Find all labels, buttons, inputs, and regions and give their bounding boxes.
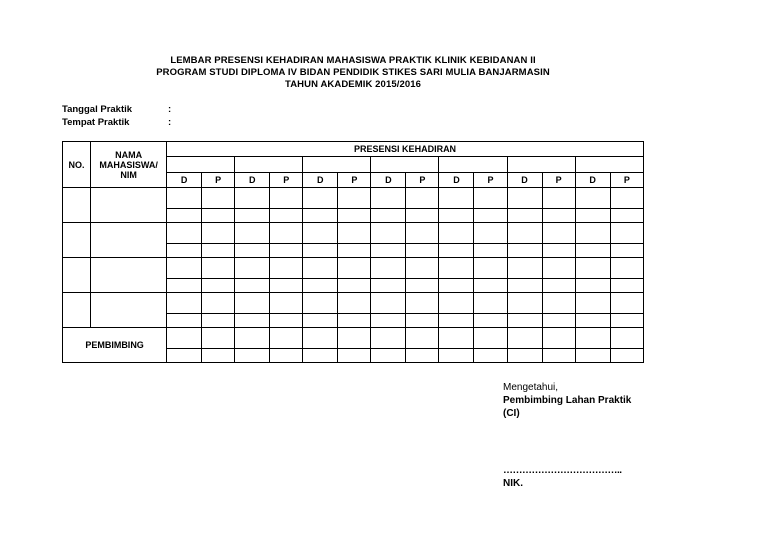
sub-col-header: P	[202, 173, 235, 188]
attendance-cell[interactable]	[303, 349, 338, 363]
attendance-cell[interactable]	[474, 349, 507, 363]
attendance-cell[interactable]	[371, 314, 406, 328]
attendance-cell[interactable]	[507, 209, 542, 223]
attendance-cell[interactable]	[270, 223, 303, 244]
attendance-cell[interactable]	[507, 279, 542, 293]
attendance-cell[interactable]	[575, 314, 610, 328]
attendance-cell[interactable]	[474, 209, 507, 223]
attendance-cell[interactable]	[507, 314, 542, 328]
date-cell[interactable]	[303, 157, 371, 173]
attendance-cell[interactable]	[371, 293, 406, 314]
attendance-cell[interactable]	[270, 314, 303, 328]
student-name-cell[interactable]	[91, 293, 167, 328]
place-label: Tempat Praktik	[62, 117, 130, 128]
attendance-cell[interactable]	[439, 188, 474, 209]
student-row	[63, 188, 644, 209]
sub-col-header: P	[406, 173, 439, 188]
attendance-cell[interactable]	[406, 209, 439, 223]
sub-col-header: D	[371, 173, 406, 188]
practice-info	[62, 103, 171, 129]
attendance-cell[interactable]	[235, 244, 270, 258]
attendance-cell[interactable]	[575, 293, 610, 314]
attendance-cell[interactable]	[167, 209, 202, 223]
sub-col-header: P	[338, 173, 371, 188]
attendance-cell[interactable]	[270, 349, 303, 363]
attendance-cell[interactable]	[167, 223, 202, 244]
attendance-cell[interactable]	[507, 223, 542, 244]
attendance-cell[interactable]	[303, 188, 338, 209]
attendance-cell[interactable]	[202, 293, 235, 314]
attendance-cell[interactable]	[575, 244, 610, 258]
student-no-cell[interactable]	[63, 293, 91, 328]
date-cell[interactable]	[167, 157, 235, 173]
name-header: NAMA MAHASISWA/ NIM	[91, 142, 167, 188]
attendance-cell[interactable]	[610, 293, 643, 314]
attendance-cell[interactable]	[371, 209, 406, 223]
attendance-cell[interactable]	[235, 258, 270, 279]
student-name-cell[interactable]	[91, 188, 167, 223]
student-row	[63, 258, 644, 279]
attendance-cell[interactable]	[202, 244, 235, 258]
attendance-cell[interactable]	[439, 223, 474, 244]
attendance-cell[interactable]	[439, 293, 474, 314]
attendance-cell[interactable]	[235, 349, 270, 363]
no-header: NO.	[63, 142, 91, 188]
attendance-cell[interactable]	[270, 328, 303, 349]
attendance-cell[interactable]	[235, 223, 270, 244]
place-row	[62, 116, 171, 129]
date-cell[interactable]	[371, 157, 439, 173]
student-name-cell[interactable]	[91, 223, 167, 258]
date-cell[interactable]	[575, 157, 643, 173]
attendance-cell[interactable]	[303, 279, 338, 293]
attendance-cell[interactable]	[167, 314, 202, 328]
attendance-cell[interactable]	[338, 258, 371, 279]
attendance-cell[interactable]	[167, 188, 202, 209]
attendance-cell[interactable]	[167, 328, 202, 349]
attendance-cell[interactable]	[270, 258, 303, 279]
sub-col-header: P	[474, 173, 507, 188]
attendance-cell[interactable]	[338, 349, 371, 363]
attendance-cell[interactable]	[542, 223, 575, 244]
attendance-cell[interactable]	[439, 258, 474, 279]
student-no-cell[interactable]	[63, 258, 91, 293]
title-line-2: PROGRAM STUDI DIPLOMA IV BIDAN PENDIDIK STIKES SARI MULIA BANJARMASIN	[156, 67, 550, 78]
sub-col-header: P	[270, 173, 303, 188]
attendance-cell[interactable]	[474, 328, 507, 349]
attendance-cell[interactable]	[338, 188, 371, 209]
attendance-cell[interactable]	[338, 293, 371, 314]
sub-col-header: D	[303, 173, 338, 188]
attendance-cell[interactable]	[406, 328, 439, 349]
attendance-cell[interactable]	[371, 244, 406, 258]
attendance-cell[interactable]	[371, 279, 406, 293]
sub-col-header: D	[575, 173, 610, 188]
date-cell[interactable]	[235, 157, 303, 173]
attendance-cell[interactable]	[610, 244, 643, 258]
attendance-cell[interactable]	[507, 258, 542, 279]
attendance-cell[interactable]	[507, 349, 542, 363]
attendance-header: PRESENSI KEHADIRAN	[167, 142, 644, 157]
attendance-cell[interactable]	[270, 293, 303, 314]
attendance-table	[62, 141, 644, 363]
attendance-cell[interactable]	[542, 279, 575, 293]
attendance-cell[interactable]	[167, 349, 202, 363]
attendance-cell[interactable]	[202, 223, 235, 244]
attendance-cell[interactable]	[167, 293, 202, 314]
attendance-cell[interactable]	[167, 279, 202, 293]
sub-col-header: D	[167, 173, 202, 188]
attendance-cell[interactable]	[610, 223, 643, 244]
sub-col-header: D	[439, 173, 474, 188]
attendance-cell[interactable]	[202, 258, 235, 279]
attendance-cell[interactable]	[406, 293, 439, 314]
sub-col-header: D	[235, 173, 270, 188]
attendance-cell[interactable]	[406, 244, 439, 258]
attendance-cell[interactable]	[202, 349, 235, 363]
attendance-cell[interactable]	[439, 314, 474, 328]
attendance-cell[interactable]	[439, 279, 474, 293]
attendance-cell[interactable]	[406, 279, 439, 293]
attendance-cell[interactable]	[167, 244, 202, 258]
attendance-cell[interactable]	[542, 258, 575, 279]
attendance-cell[interactable]	[371, 328, 406, 349]
supervisor-row	[63, 328, 644, 349]
attendance-cell[interactable]	[371, 258, 406, 279]
attendance-cell[interactable]	[575, 258, 610, 279]
attendance-cell[interactable]	[575, 223, 610, 244]
attendance-cell[interactable]	[371, 223, 406, 244]
attendance-cell[interactable]	[575, 209, 610, 223]
attendance-cell[interactable]	[439, 349, 474, 363]
attendance-cell[interactable]	[270, 244, 303, 258]
attendance-cell[interactable]	[542, 328, 575, 349]
attendance-cell[interactable]	[303, 209, 338, 223]
attendance-cell[interactable]	[406, 314, 439, 328]
attendance-cell[interactable]	[270, 279, 303, 293]
document-title	[62, 55, 644, 91]
attendance-cell[interactable]	[235, 314, 270, 328]
attendance-cell[interactable]	[270, 188, 303, 209]
attendance-cell[interactable]	[406, 258, 439, 279]
attendance-cell[interactable]	[575, 279, 610, 293]
attendance-cell[interactable]	[610, 209, 643, 223]
attendance-cell[interactable]	[303, 328, 338, 349]
attendance-cell[interactable]	[202, 328, 235, 349]
attendance-cell[interactable]	[542, 314, 575, 328]
attendance-cell[interactable]	[338, 328, 371, 349]
attendance-cell[interactable]	[202, 279, 235, 293]
date-row	[62, 103, 171, 116]
attendance-cell[interactable]	[406, 349, 439, 363]
sub-col-header: P	[610, 173, 643, 188]
title-line-3: TAHUN AKADEMIK 2015/2016	[285, 79, 421, 90]
attendance-cell[interactable]	[575, 328, 610, 349]
place-colon: :	[168, 117, 172, 128]
attendance-cell[interactable]	[542, 293, 575, 314]
signature-block	[503, 381, 631, 490]
attendance-cell[interactable]	[474, 244, 507, 258]
attendance-cell[interactable]	[235, 328, 270, 349]
attendance-cell[interactable]	[303, 223, 338, 244]
attendance-cell[interactable]	[474, 258, 507, 279]
nik-label: NIK.	[503, 478, 523, 489]
attendance-cell[interactable]	[371, 188, 406, 209]
attendance-cell[interactable]	[542, 209, 575, 223]
attendance-cell[interactable]	[235, 209, 270, 223]
attendance-cell[interactable]	[507, 244, 542, 258]
signature-line: ………………………………..	[503, 465, 622, 476]
attendance-cell[interactable]	[439, 209, 474, 223]
attendance-cell[interactable]	[167, 258, 202, 279]
attendance-cell[interactable]	[610, 258, 643, 279]
role-line-2: (CI)	[503, 408, 520, 419]
attendance-cell[interactable]	[270, 209, 303, 223]
attendance-cell[interactable]	[474, 223, 507, 244]
attendance-cell[interactable]	[575, 188, 610, 209]
attendance-cell[interactable]	[542, 188, 575, 209]
attendance-cell[interactable]	[610, 328, 643, 349]
student-no-cell[interactable]	[63, 188, 91, 223]
sub-col-header: P	[542, 173, 575, 188]
attendance-cell[interactable]	[610, 349, 643, 363]
attendance-cell[interactable]	[202, 314, 235, 328]
attendance-cell[interactable]	[235, 188, 270, 209]
attendance-cell[interactable]	[507, 328, 542, 349]
attendance-cell[interactable]	[338, 314, 371, 328]
student-no-cell[interactable]	[63, 223, 91, 258]
attendance-cell[interactable]	[202, 209, 235, 223]
attendance-cell[interactable]	[303, 258, 338, 279]
attendance-cell[interactable]	[338, 244, 371, 258]
attendance-cell[interactable]	[406, 188, 439, 209]
date-colon: :	[168, 104, 172, 115]
student-name-cell[interactable]	[91, 258, 167, 293]
attendance-cell[interactable]	[507, 188, 542, 209]
attendance-cell[interactable]	[235, 279, 270, 293]
attendance-cell[interactable]	[371, 349, 406, 363]
date-label: Tanggal Praktik	[62, 104, 133, 115]
attendance-cell[interactable]	[542, 349, 575, 363]
supervisor-label: PEMBIMBING	[63, 328, 167, 363]
attendance-cell[interactable]	[474, 293, 507, 314]
attendance-cell[interactable]	[338, 209, 371, 223]
role-line-1: Pembimbing Lahan Praktik	[503, 395, 632, 406]
attendance-cell[interactable]	[610, 314, 643, 328]
student-row	[63, 223, 644, 244]
attendance-cell[interactable]	[474, 188, 507, 209]
attendance-cell[interactable]	[474, 314, 507, 328]
attendance-cell[interactable]	[235, 293, 270, 314]
attendance-cell[interactable]	[474, 279, 507, 293]
student-row	[63, 293, 644, 314]
attendance-cell[interactable]	[610, 188, 643, 209]
attendance-cell[interactable]	[610, 279, 643, 293]
attendance-cell[interactable]	[439, 244, 474, 258]
attendance-cell[interactable]	[575, 349, 610, 363]
attendance-cell[interactable]	[202, 188, 235, 209]
attendance-cell[interactable]	[338, 223, 371, 244]
sub-col-header: D	[507, 173, 542, 188]
date-cell[interactable]	[507, 157, 575, 173]
attendance-cell[interactable]	[439, 328, 474, 349]
title-line-1: LEMBAR PRESENSI KEHADIRAN MAHASISWA PRAKTIK KLINIK KEBIDANAN II	[170, 55, 536, 66]
attendance-cell[interactable]	[303, 293, 338, 314]
attendance-cell[interactable]	[542, 244, 575, 258]
attendance-cell[interactable]	[303, 314, 338, 328]
date-cell[interactable]	[439, 157, 507, 173]
attendance-cell[interactable]	[507, 293, 542, 314]
attendance-cell[interactable]	[338, 279, 371, 293]
acknowledged-label: Mengetahui,	[503, 382, 559, 393]
attendance-cell[interactable]	[406, 223, 439, 244]
attendance-cell[interactable]	[303, 244, 338, 258]
